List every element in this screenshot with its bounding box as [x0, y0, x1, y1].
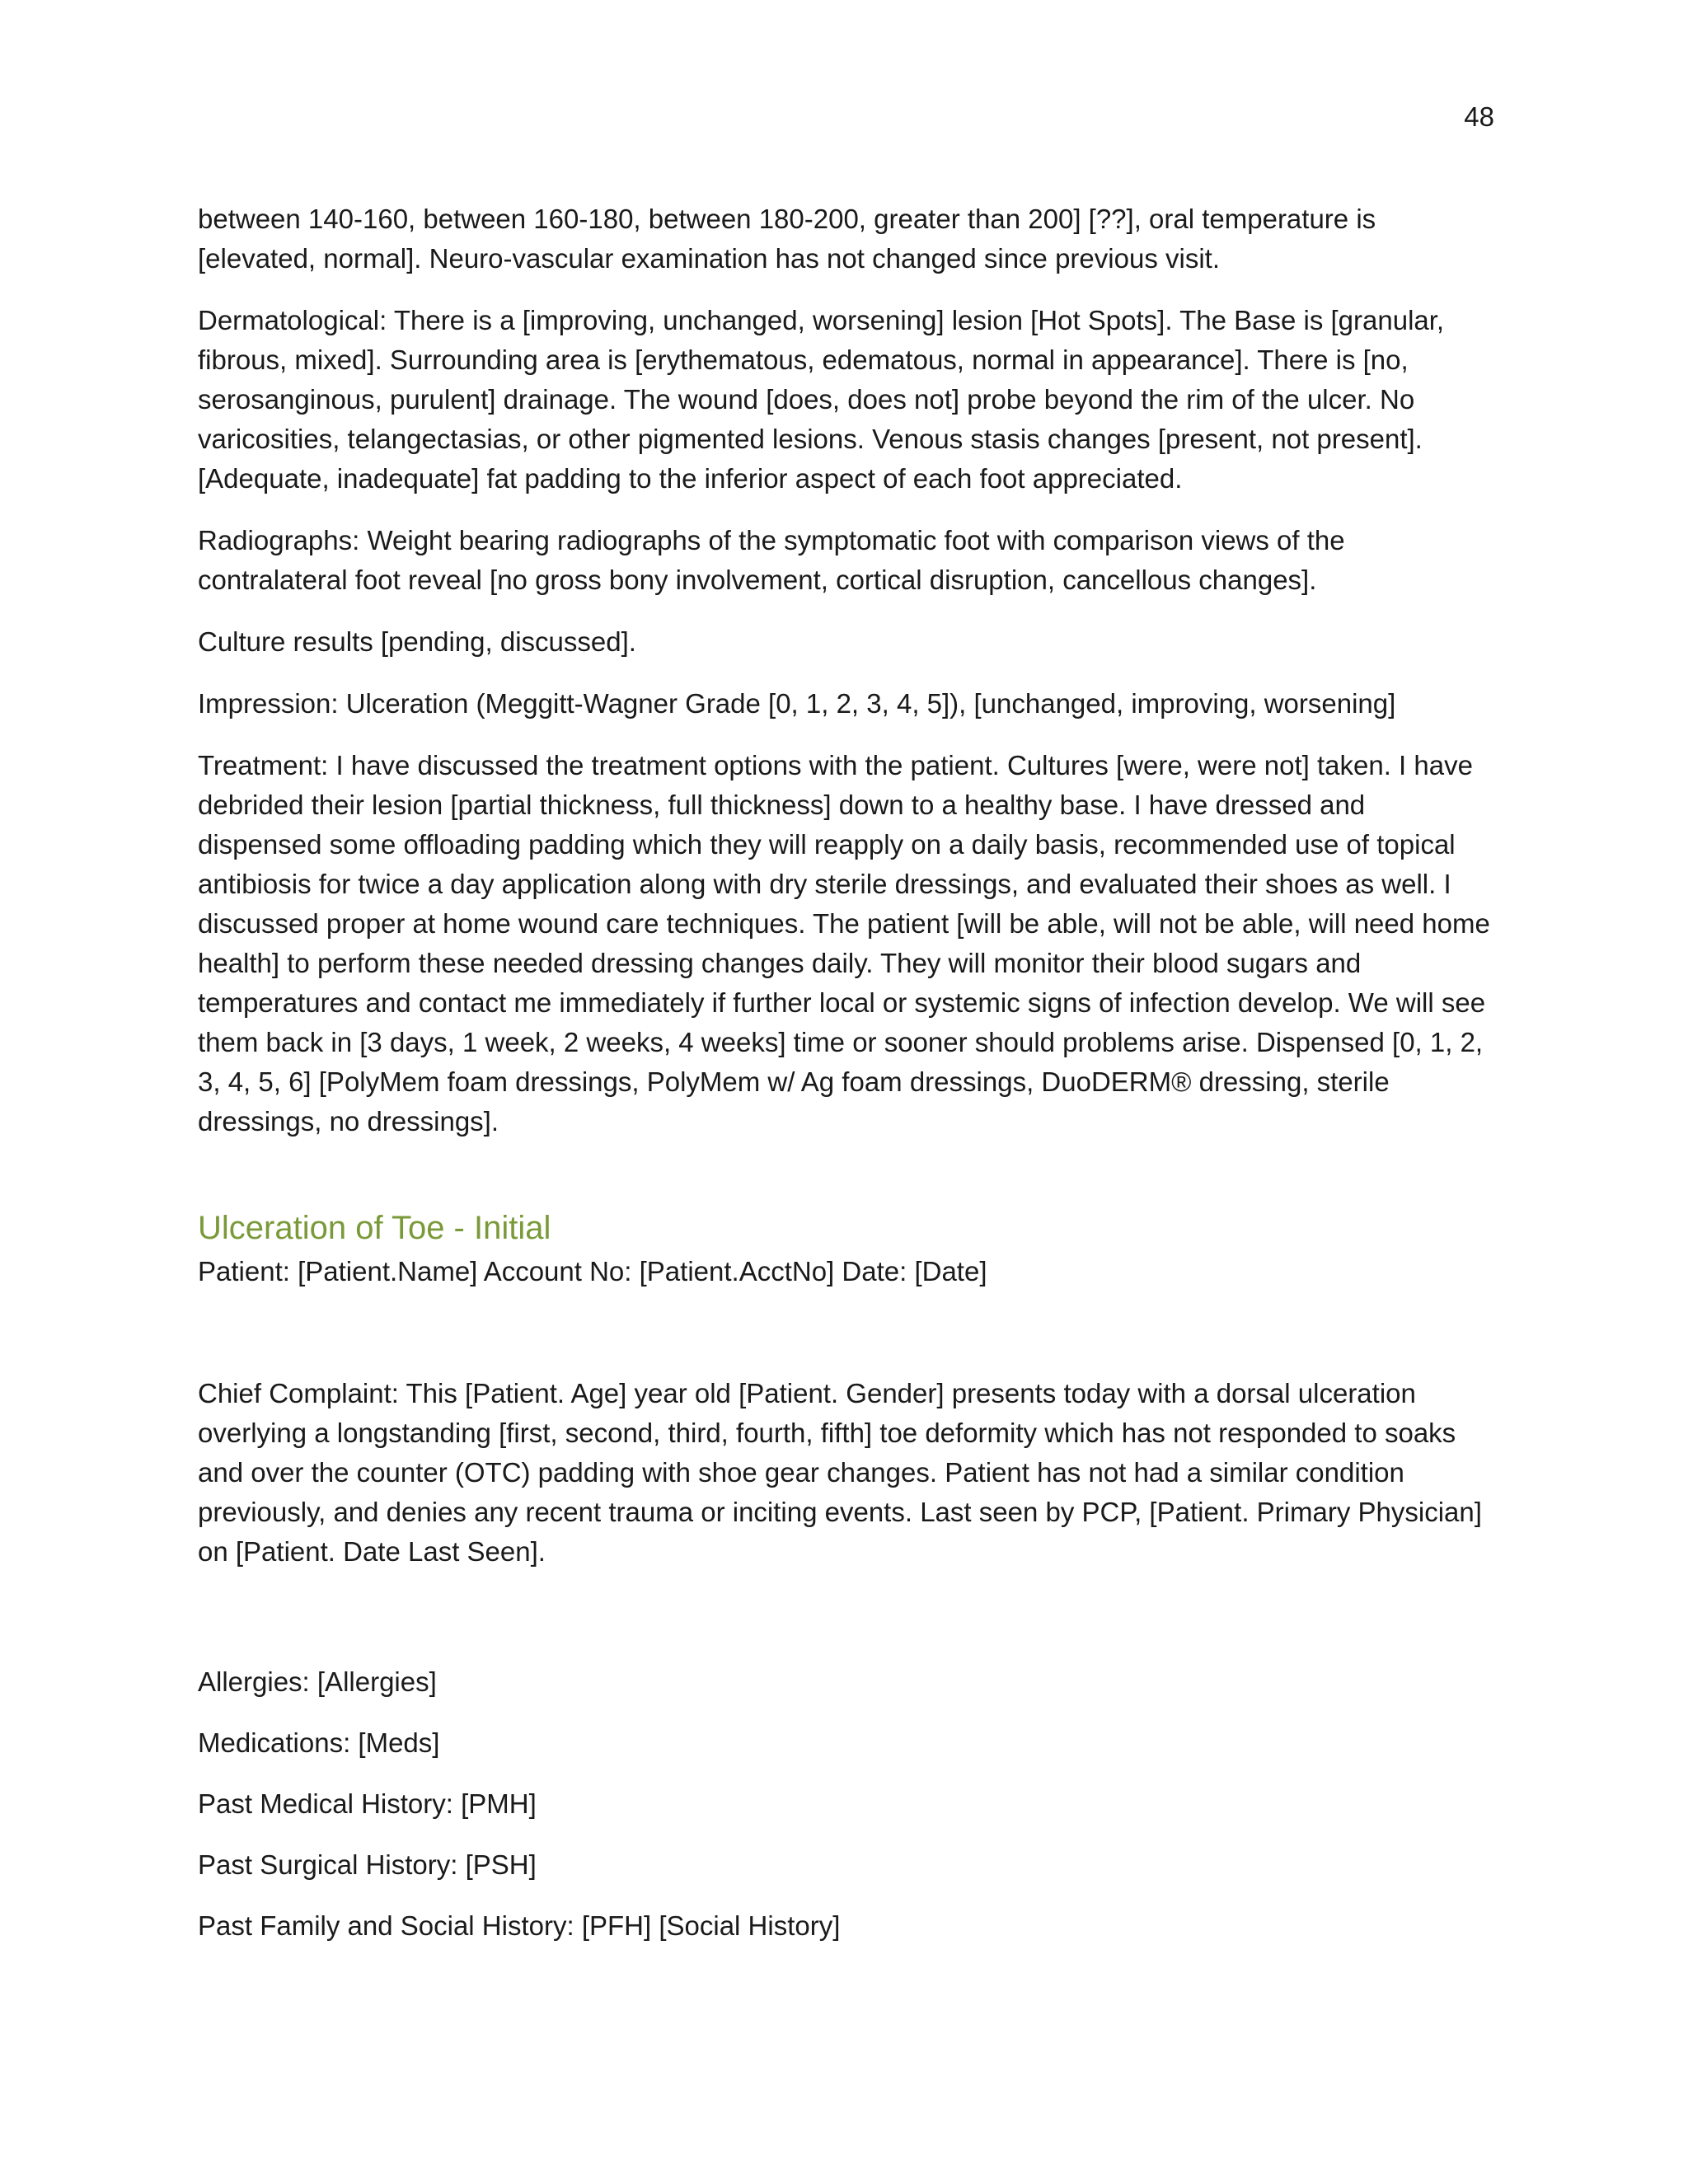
impression-paragraph: Impression: Ulceration (Meggitt-Wagner Grade [0, 1, 2, 3, 4, 5]), [unchanged, improving, worsening] — [198, 688, 1396, 719]
allergies-line: Allergies: [Allergies] — [198, 1666, 437, 1697]
history-list — [198, 1662, 1496, 1946]
treatment-paragraph: Treatment: I have discussed the treatment options with the patient. Cultures [were, were not] taken. I have debrided their lesion [partial thickness, full thickness] down to a healthy base. I have dressed and dispensed some offloading padding which they will reapply on a daily basis, recommended use of topical antibiosis for twice a day application along with dry sterile dressings, and evaluated their shoes as well. I discussed proper at home wound care techniques. The patient [will be able, will not be able, will need home health] to perform these needed dressing changes daily. They will monitor their blood sugars and temperatures and contact me immediately if further local or systemic signs of infection develop. We will see them back in [3 days, 1 week, 2 weeks, 4 weeks] time or sooner should problems arise. Dispensed [0, 1, 2, 3, 4, 5, 6] [PolyMem foam dressings, PolyMem w/ Ag foam dressings, DuoDERM® dressing, sterile dressings, no dressings]. — [198, 750, 1490, 1137]
dermatological-paragraph: Dermatological: There is a [improving, unchanged, worsening] lesion [Hot Spots]. The Base is [granular, fibrous, mixed]. Surrounding area is [erythematous, edematous, normal in appearance]. There is [no, serosanginous, purulent] drainage. The wound [does, does not] probe beyond the rim of the ulcer. No varicosities, telangectasias, or other pigmented lesions. Venous stasis changes [present, not present]. [Adequate, inadequate] fat padding to the inferior aspect of each foot appreciated. — [198, 305, 1445, 494]
page-number: 48 — [1464, 101, 1494, 132]
document-body — [198, 199, 1496, 1967]
radiographs-paragraph: Radiographs: Weight bearing radiographs of the symptomatic foot with comparison views of the contralateral foot reveal [no gross bony involvement, cortical disruption, cancellous changes]. — [198, 525, 1345, 595]
culture-results-paragraph: Culture results [pending, discussed]. — [198, 626, 636, 657]
past-medical-history-line: Past Medical History: [PMH] — [198, 1788, 537, 1819]
chief-complaint-paragraph: Chief Complaint: This [Patient. Age] year old [Patient. Gender] presents today with a dorsal ulceration overlying a longstanding [first, second, third, fourth, fifth] toe deformity which has not responded to soaks and over the counter (OTC) padding with shoe gear changes. Patient has not had a similar condition previously, and denies any recent trauma or inciting events. Last seen by PCP, [Patient. Primary Physician] on [Patient. Date Last Seen]. — [198, 1378, 1482, 1567]
past-surgical-history-line: Past Surgical History: [PSH] — [198, 1849, 537, 1880]
section-heading: Ulceration of Toe - Initial — [198, 1210, 551, 1246]
medications-line: Medications: [Meds] — [198, 1727, 440, 1758]
patient-info-line: Patient: [Patient.Name] Account No: [Patient.AcctNo] Date: [Date] — [198, 1256, 987, 1286]
past-family-social-history-line: Past Family and Social History: [PFH] [Social History] — [198, 1910, 841, 1941]
vitals-paragraph: between 140-160, between 160-180, between 180-200, greater than 200] [??], oral temperature is [elevated, normal]. Neuro-vascular examination has not changed since previous visit. — [198, 204, 1376, 274]
